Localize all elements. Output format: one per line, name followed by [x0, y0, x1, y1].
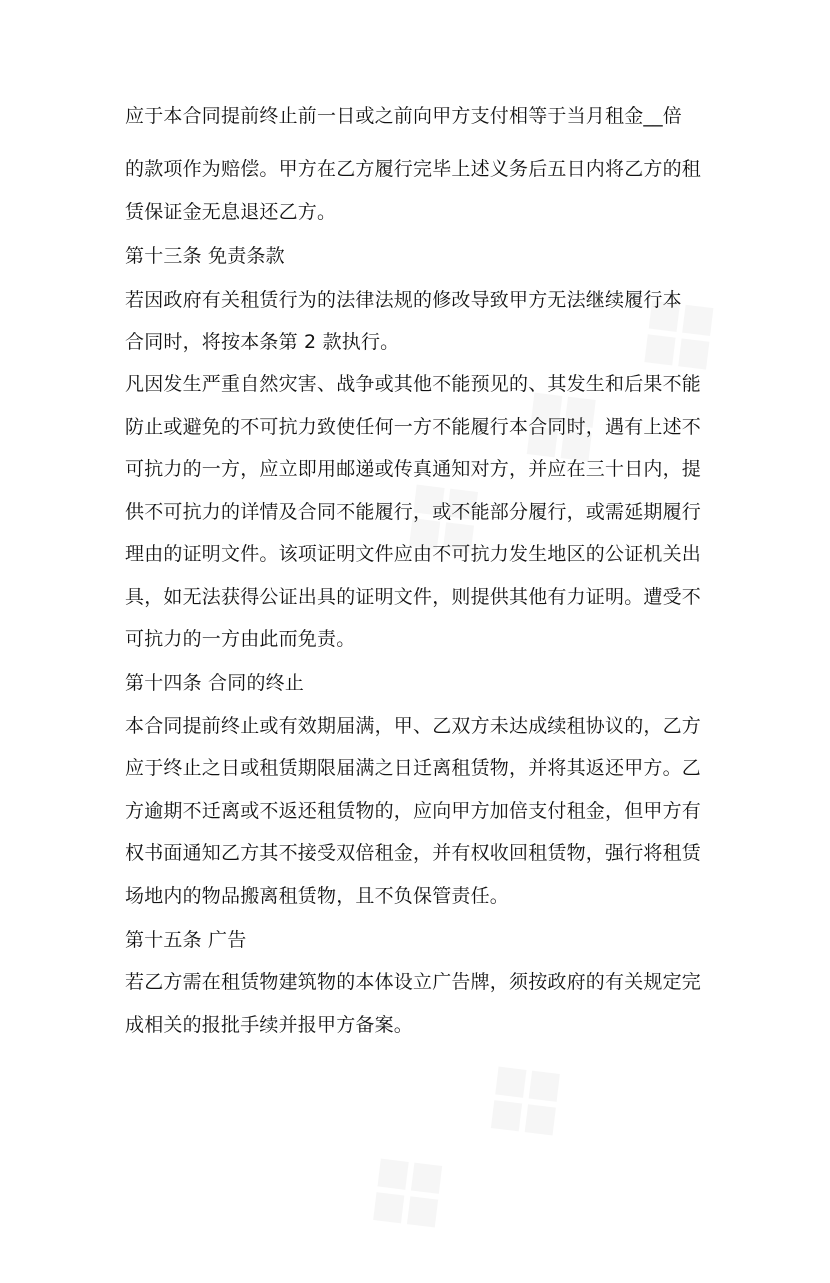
- paragraph-line: 应于终止之日或租赁期限届满之日迁离租赁物，并将其返还甲方。乙: [125, 757, 702, 779]
- paragraph-line: 供不可抗力的详情及合同不能履行，或不能部分履行，或需延期履行: [125, 501, 702, 523]
- paragraph-line: 应于本合同提前终止前一日或之前向甲方支付相等于当月租金__倍: [125, 105, 683, 127]
- watermark: [324, 1016, 612, 1283]
- paragraph-line: 赁保证金无息退还乙方。: [125, 201, 337, 223]
- article-14-heading: 第十四条 合同的终止: [125, 672, 305, 694]
- article-15-heading: 第十五条 广告: [125, 929, 247, 951]
- paragraph-line: 若因政府有关租赁行为的法律法规的修改导致甲方无法继续履行本: [125, 289, 682, 311]
- article-13-heading: 第十三条 免责条款: [125, 245, 285, 267]
- paragraph-line: 若乙方需在租赁物建筑物的本体设立广告牌，须按政府的有关规定完: [125, 971, 702, 993]
- paragraph-line: 成相关的报批手续并报甲方备案。: [125, 1014, 414, 1036]
- paragraph-line: 可抗力的一方由此而免责。: [125, 628, 356, 650]
- paragraph-line: 的款项作为赔偿。甲方在乙方履行完毕上述义务后五日内将乙方的租: [125, 158, 702, 180]
- paragraph-line: 方逾期不迁离或不返还租赁物的，应向甲方加倍支付租金，但甲方有: [125, 800, 702, 822]
- paragraph-line: 具，如无法获得公证出具的证明文件，则提供其他有力证明。遭受不: [125, 586, 702, 608]
- paragraph-line: 权书面通知乙方其不接受双倍租金，并有权收回租赁物，强行将租赁: [125, 842, 702, 864]
- paragraph-line: 合同时，将按本条第 2 款执行。: [125, 331, 400, 353]
- paragraph-line: 可抗力的一方，应立即用邮递或传真通知对方，并应在三十日内，提: [125, 458, 702, 480]
- paragraph-line: 本合同提前终止或有效期届满，甲、乙双方未达成续租协议的，乙方: [125, 715, 702, 737]
- paragraph-line: 场地内的物品搬离租赁物，且不负保管责任。: [125, 885, 510, 907]
- paragraph-line: 防止或避免的不可抗力致使任何一方不能履行本合同时，遇有上述不: [125, 416, 702, 438]
- paragraph-line: 理由的证明文件。该项证明文件应由不可抗力发生地区的公证机关出: [125, 543, 702, 565]
- paragraph-line: 凡因发生严重自然灾害、战争或其他不能预见的、其发生和后果不能: [125, 373, 702, 395]
